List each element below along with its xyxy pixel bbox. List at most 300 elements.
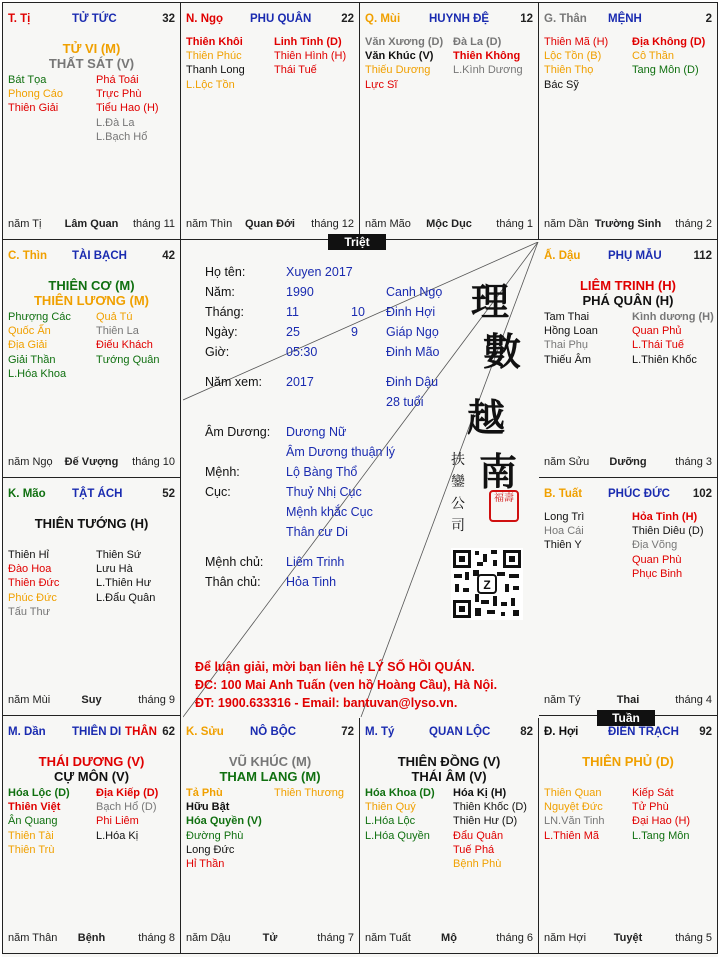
palace-footer [544, 218, 712, 231]
palace-header [544, 250, 712, 264]
minor-star: Hoa Cái [544, 525, 584, 538]
minor-star: Thiên Khôi [186, 36, 243, 48]
palace-branch: M. Dần [8, 726, 46, 738]
palace-month: tháng 2 [675, 218, 712, 230]
palace-month: tháng 10 [132, 456, 175, 468]
left-stars [544, 35, 608, 92]
triet-marker: Triệt [328, 234, 386, 250]
minor-star: L.Kình Dương [453, 64, 523, 77]
minor-star: Thiếu Dương [365, 64, 431, 77]
minor-star: Đà La (D) [453, 36, 502, 48]
minor-star: Thiên Khốc (D) [453, 801, 527, 814]
than-chu-value: Hỏa Tinh [286, 575, 337, 589]
main-stars [539, 278, 717, 308]
info-label: Năm: [205, 285, 235, 299]
palace-phase: Tử [262, 932, 278, 944]
info-value: 2017 [286, 375, 314, 389]
palace-phase: Trường Sinh [594, 218, 662, 230]
palace-cell[interactable] [539, 478, 718, 716]
than-marker: THÂN [125, 726, 157, 738]
minor-star: L.Hóa Kị [96, 829, 139, 842]
menh-chu-label: Mệnh chủ: [205, 555, 264, 569]
am-duong-value: Âm Dương thuận lý [286, 445, 395, 459]
minor-star: Lộc Tồn (B) [544, 50, 602, 63]
minor-star: LN.Văn Tinh [544, 815, 605, 828]
left-stars [8, 73, 63, 116]
palace-year: năm Tuất [365, 932, 411, 944]
minor-star: L.Đà La [96, 116, 135, 129]
palace-phase: Đế Vượng [64, 456, 119, 468]
palace-header [544, 726, 712, 740]
minor-star: Lưu Hà [96, 563, 133, 576]
main-star: THAM LANG (M) [219, 769, 321, 784]
minor-star: Tấu Thư [8, 605, 51, 618]
palace-branch: B. Tuất [544, 488, 583, 500]
qr-code-icon[interactable] [451, 548, 523, 620]
right-stars [632, 35, 705, 78]
palace-phase: Suy [81, 694, 102, 706]
right-stars [632, 786, 690, 843]
minor-star: Quan Phù [632, 553, 682, 566]
menh-chu-value: Liêm Trinh [286, 555, 345, 569]
palace-branch: K. Sửu [186, 726, 224, 738]
main-star: LIÊM TRINH (H) [579, 278, 677, 293]
minor-star: Thiên Không [453, 50, 521, 63]
palace-name: HUYNH ĐỆ [429, 13, 490, 25]
info-label: Giờ: [205, 345, 230, 359]
main-star: THIÊN CƠ (M) [48, 278, 135, 293]
palace-footer [365, 218, 533, 231]
left-stars [365, 35, 443, 92]
minor-star: Phục Binh [632, 567, 683, 580]
palace-header [8, 726, 175, 740]
minor-star: Trực Phù [96, 88, 142, 101]
palace-month: tháng 8 [138, 932, 175, 944]
minor-star: Thiếu Âm [544, 353, 592, 366]
palace-footer [8, 456, 175, 469]
minor-star: Thiên Sứ [96, 549, 142, 561]
palace-year: năm Sửu [544, 456, 590, 468]
minor-star: Thiên Quý [365, 801, 416, 814]
palace-name: PHU QUÂN [250, 13, 312, 25]
minor-star: Quả Tú [96, 311, 133, 323]
palace-cell[interactable] [539, 716, 718, 954]
right-stars [453, 786, 527, 871]
palace-year: năm Ngọ [8, 456, 53, 468]
palace-header [8, 250, 175, 264]
minor-star: Thiên Hư (D) [453, 815, 518, 828]
age-value: 28 tuổi [386, 395, 424, 409]
minor-star: Địa Kiếp (D) [96, 787, 159, 799]
palace-footer [544, 456, 712, 469]
minor-star: Hỉ Thần [186, 858, 225, 871]
palace-month: tháng 6 [496, 932, 533, 944]
palace-number: 32 [162, 13, 175, 25]
palace-cell[interactable] [2, 716, 181, 954]
palace-phase: Quan Đới [245, 218, 295, 230]
minor-star: Long Đức [186, 843, 235, 856]
minor-star: Thiên Diêu (D) [632, 525, 704, 538]
info-value: 11 [286, 305, 299, 319]
minor-star: Nguyệt Đức [544, 801, 603, 814]
info-can-chi: Đinh Dậu [386, 375, 439, 389]
minor-star: Cô Thần [632, 50, 674, 63]
main-star: CỰ MÔN (V) [53, 769, 130, 784]
minor-star: Điếu Khách [96, 339, 153, 352]
palace-name: THIÊN DI [72, 726, 122, 738]
palace-footer [544, 932, 712, 945]
right-stars [96, 310, 160, 367]
main-star: PHÁ QUÂN (H) [582, 293, 674, 308]
minor-star: Thiên Trù [8, 843, 55, 856]
info-value: Xuyen 2017 [286, 265, 353, 279]
main-star: THẤT SÁT (V) [48, 56, 135, 71]
minor-star: Thai Phụ [544, 339, 589, 352]
info-can-chi: Đinh Mão [386, 345, 440, 359]
minor-star: Văn Khúc (V) [365, 50, 434, 63]
right-stars [632, 510, 704, 581]
info-can-chi: Canh Ngọ [386, 285, 443, 299]
minor-star: Thiên Hình (H) [274, 50, 347, 63]
palace-name: TẬT ÁCH [72, 488, 123, 500]
palace-header [186, 13, 354, 27]
palace-name: ĐIỀN TRẠCH [608, 726, 679, 738]
minor-star: Thiên Đức [8, 577, 60, 590]
minor-star: Hóa Lộc (D) [8, 787, 70, 799]
minor-star: L.Hóa Khoa [8, 367, 67, 380]
minor-star: Tử Phù [632, 801, 669, 814]
logo-char-3: 越 [467, 395, 506, 440]
minor-star: Kình dương (H) [632, 311, 714, 323]
minor-star: Hữu Bật [186, 801, 230, 814]
main-stars [3, 754, 180, 784]
minor-star: Hỏa Tinh (H) [632, 511, 698, 523]
horoscope-chart [2, 2, 718, 957]
palace-footer [8, 932, 175, 945]
palace-name: TỬ TỨC [72, 13, 117, 25]
minor-star: Tướng Quân [96, 353, 160, 366]
logo-sub-1: 扶 [451, 452, 465, 468]
main-star: THÁI DƯƠNG (V) [38, 754, 145, 769]
am-duong-label: Âm Dương: [205, 425, 271, 439]
palace-name: MỆNH [608, 13, 642, 25]
logo-sub-4: 司 [451, 518, 465, 534]
palace-number: 12 [520, 13, 533, 25]
main-star: THÁI ÂM (V) [411, 769, 487, 784]
info-value: 1990 [286, 285, 314, 299]
palace-footer [544, 694, 712, 707]
palace-name: QUAN LỘC [429, 726, 491, 738]
minor-star: Ân Quang [8, 815, 58, 828]
minor-star: L.Thiên Mã [544, 829, 600, 842]
palace-header [186, 726, 354, 740]
minor-star: Tuế Phá [453, 843, 495, 856]
cuc-value: Thuỷ Nhị Cục [286, 485, 362, 499]
right-stars [96, 73, 159, 144]
minor-star: Hóa Quyền (V) [186, 815, 262, 828]
logo-sub-2: 鑾 [451, 474, 465, 490]
right-stars [274, 786, 344, 800]
palace-footer [186, 218, 354, 231]
minor-star: L.Thiên Khốc [632, 353, 697, 366]
main-star: THIÊN PHỦ (D) [582, 754, 674, 769]
tuan-marker: Tuần [597, 710, 655, 726]
minor-star: Văn Xương (D) [365, 36, 444, 48]
minor-star: Hồng Loan [544, 325, 598, 338]
palace-number: 62 [162, 726, 175, 738]
palace-number: 72 [341, 726, 354, 738]
minor-star: Giải Thần [8, 353, 56, 366]
minor-star: L.Lộc Tồn [186, 78, 235, 91]
palace-name: NÔ BỘC [250, 726, 296, 738]
palace-phase: Bệnh [77, 932, 106, 944]
minor-star: L.Thiên Hư [96, 577, 152, 590]
info-label: Tháng: [205, 305, 244, 319]
palace-number: 92 [699, 726, 712, 738]
svg-text:Z: Z [483, 578, 491, 592]
minor-star: Bát Tọa [8, 74, 47, 86]
cuc-label: Cục: [205, 485, 231, 499]
main-star: THIÊN ĐỒNG (V) [397, 754, 501, 769]
palace-branch: N. Ngọ [186, 13, 224, 25]
info-value: 05:30 [286, 345, 318, 359]
palace-cell[interactable] [360, 2, 539, 240]
cuc-value: Mệnh khắc Cục [286, 505, 373, 519]
minor-star: Phong Cáo [8, 88, 64, 101]
palace-header [544, 488, 712, 502]
left-stars [544, 786, 605, 843]
palace-cell[interactable] [539, 240, 718, 478]
minor-star: Thiên Giải [8, 102, 59, 115]
minor-star: Quan Phủ [632, 325, 682, 338]
minor-star: Quốc Ấn [8, 325, 51, 338]
info-label: Năm xem: [205, 375, 262, 389]
palace-month: tháng 12 [311, 218, 354, 230]
palace-branch: Ấ. Dậu [544, 250, 581, 262]
minor-star: Long Trì [544, 511, 585, 523]
palace-year: năm Tị [8, 218, 42, 230]
minor-star: Tiểu Hao (H) [96, 102, 159, 115]
palace-cell[interactable] [360, 716, 539, 954]
minor-star: Tả Phù [186, 787, 223, 799]
main-star: VŨ KHÚC (M) [228, 754, 312, 769]
palace-month: tháng 4 [675, 694, 712, 706]
palace-footer [365, 932, 533, 945]
left-stars [544, 510, 584, 553]
minor-star: Tam Thai [544, 311, 590, 323]
palace-cell[interactable] [181, 2, 360, 240]
info-label: Họ tên: [205, 265, 246, 279]
info-value-lunar: 9 [351, 325, 358, 339]
main-stars [539, 754, 717, 769]
minor-star: Kiếp Sát [632, 787, 674, 799]
palace-number: 102 [692, 488, 712, 500]
left-stars [186, 786, 262, 871]
minor-star: Thanh Long [186, 64, 245, 77]
palace-phase: Dưỡng [609, 456, 647, 468]
main-stars [3, 41, 180, 71]
minor-star: L.Hóa Lộc [365, 815, 416, 828]
main-stars [360, 754, 538, 784]
minor-star: Phi Liêm [96, 815, 139, 828]
left-stars [8, 786, 70, 857]
red-seal-stamp: 福壽 [489, 490, 519, 522]
palace-month: tháng 3 [675, 456, 712, 468]
palace-year: năm Dậu [186, 932, 231, 944]
minor-star: Thiên Thọ [544, 64, 594, 77]
minor-star: Thiên Tài [8, 829, 54, 842]
palace-phase: Mộc Dục [426, 218, 472, 230]
palace-number: 52 [162, 488, 175, 500]
palace-name: TÀI BẠCH [72, 250, 127, 262]
minor-star: Thiên La [96, 325, 139, 338]
minor-star: L.Bạch Hổ [96, 130, 148, 143]
menh-label: Mệnh: [205, 465, 240, 479]
palace-cell[interactable] [2, 240, 181, 478]
info-can-chi: Đinh Hợi [386, 305, 436, 319]
minor-star: Hóa Kị (H) [453, 787, 507, 799]
main-stars [3, 278, 180, 308]
palace-header [365, 726, 533, 740]
right-stars [453, 35, 523, 78]
palace-month: tháng 11 [132, 218, 175, 230]
minor-star: Phượng Các [8, 311, 71, 323]
left-stars [544, 310, 598, 367]
minor-star: Hóa Khoa (D) [365, 787, 435, 799]
minor-star: Bác Sỹ [544, 78, 579, 91]
palace-branch: Đ. Hợi [544, 726, 579, 738]
minor-star: Linh Tinh (D) [274, 36, 342, 48]
contact-line-1: Để luận giải, mời bạn liên hệ LÝ SỐ HỒI QUÁN. [195, 660, 475, 674]
palace-footer [8, 694, 175, 707]
palace-number: 22 [341, 13, 354, 25]
minor-star: Thiên Phúc [186, 50, 242, 63]
info-can-chi: Giáp Ngọ [386, 325, 439, 339]
palace-number: 2 [705, 13, 712, 25]
palace-branch: T. Tị [8, 13, 31, 25]
minor-star: Thiên Việt [8, 801, 61, 814]
info-value: 25 [286, 325, 300, 339]
palace-header [365, 13, 533, 27]
palace-phase: Tuyệt [613, 932, 643, 944]
minor-star: Tang Môn (D) [632, 64, 699, 77]
palace-year: năm Thìn [186, 218, 233, 230]
minor-star: Bệnh Phù [453, 858, 502, 871]
palace-branch: G. Thân [544, 13, 587, 25]
right-stars [632, 310, 714, 367]
palace-month: tháng 9 [138, 694, 175, 706]
minor-star: L.Tang Môn [632, 829, 690, 842]
minor-star: Đào Hoa [8, 563, 52, 576]
right-stars [274, 35, 346, 78]
palace-year: năm Mão [365, 218, 411, 230]
main-star: THIÊN TƯỚNG (H) [34, 516, 149, 531]
main-star: THIÊN LƯƠNG (M) [33, 293, 150, 308]
logo-char-1: 理 [471, 279, 510, 324]
palace-cell[interactable] [181, 716, 360, 954]
palace-branch: Q. Mùi [365, 13, 401, 25]
minor-star: Địa Không (D) [632, 36, 706, 48]
minor-star: Thiên Thương [274, 787, 345, 799]
minor-star: Lực Sĩ [365, 78, 398, 91]
palace-phase: Thai [616, 694, 640, 706]
minor-star: Địa Võng [632, 539, 678, 552]
minor-star: Phúc Đức [8, 591, 57, 604]
main-stars [181, 754, 359, 784]
palace-cell[interactable] [2, 2, 181, 240]
minor-star: Địa Giải [8, 339, 48, 352]
am-duong-value: Dương Nữ [286, 425, 347, 439]
palace-year: năm Hợi [544, 932, 587, 944]
palace-branch: K. Mão [8, 488, 46, 500]
palace-year: năm Mùi [8, 694, 51, 706]
minor-star: Đại Hao (H) [632, 815, 691, 828]
cuc-value: Thân cư Di [286, 525, 348, 539]
minor-star: Phá Toái [96, 74, 139, 86]
right-stars [96, 786, 158, 843]
contact-line-3: ĐT: 1900.633316 - Email: bantuvan@lyso.vn. [195, 696, 458, 710]
right-stars [96, 548, 155, 605]
palace-number: 112 [693, 250, 712, 262]
minor-star: Bạch Hổ (D) [96, 801, 157, 814]
palace-year: năm Dần [544, 218, 589, 230]
palace-month: tháng 5 [675, 932, 712, 944]
left-stars [186, 35, 245, 92]
palace-month: tháng 7 [317, 932, 354, 944]
logo-char-2: 數 [483, 329, 522, 374]
info-label: Ngày: [205, 325, 238, 339]
left-stars [365, 786, 435, 843]
palace-branch: C. Thìn [8, 250, 47, 262]
minor-star: Thiên Y [544, 539, 582, 552]
palace-footer [186, 932, 354, 945]
palace-header [8, 488, 175, 502]
palace-number: 42 [162, 250, 175, 262]
palace-branch: M. Tý [365, 726, 395, 738]
minor-star: Thiên Hỉ [8, 549, 49, 561]
palace-phase: Lâm Quan [64, 218, 119, 230]
palace-cell[interactable] [539, 2, 718, 240]
minor-star: Thiên Quan [544, 787, 602, 799]
palace-cell[interactable] [2, 478, 181, 716]
palace-year: năm Thân [8, 932, 58, 944]
palace-header [544, 13, 712, 27]
info-value-lunar: 10 [351, 305, 365, 319]
left-stars [8, 310, 71, 381]
logo-sub-3: 公 [451, 496, 465, 512]
palace-year: năm Tý [544, 694, 581, 706]
chart-center-panel [183, 242, 539, 718]
main-stars [3, 516, 180, 531]
minor-star: L.Đẩu Quân [96, 591, 156, 604]
palace-name: PHÚC ĐỨC [608, 488, 670, 500]
menh-value: Lộ Bàng Thổ [286, 465, 358, 479]
minor-star: Thiên Mã (H) [544, 36, 609, 48]
minor-star: Đẩu Quân [453, 829, 504, 842]
palace-phase: Mộ [441, 932, 457, 944]
palace-footer [8, 218, 175, 231]
minor-star: L.Thái Tuế [632, 339, 684, 352]
palace-month: tháng 1 [496, 218, 533, 230]
than-chu-label: Thân chủ: [205, 575, 261, 589]
palace-number: 82 [520, 726, 533, 738]
palace-name: PHỤ MẪU [608, 250, 662, 262]
minor-star: Thái Tuế [274, 64, 317, 77]
palace-header [8, 13, 175, 27]
minor-star: Đường Phù [186, 829, 244, 842]
logo-char-4: 南 [479, 449, 518, 494]
contact-line-2: ĐC: 100 Mai Anh Tuấn (ven hồ Hoàng Cầu), Hà Nội. [195, 678, 498, 692]
